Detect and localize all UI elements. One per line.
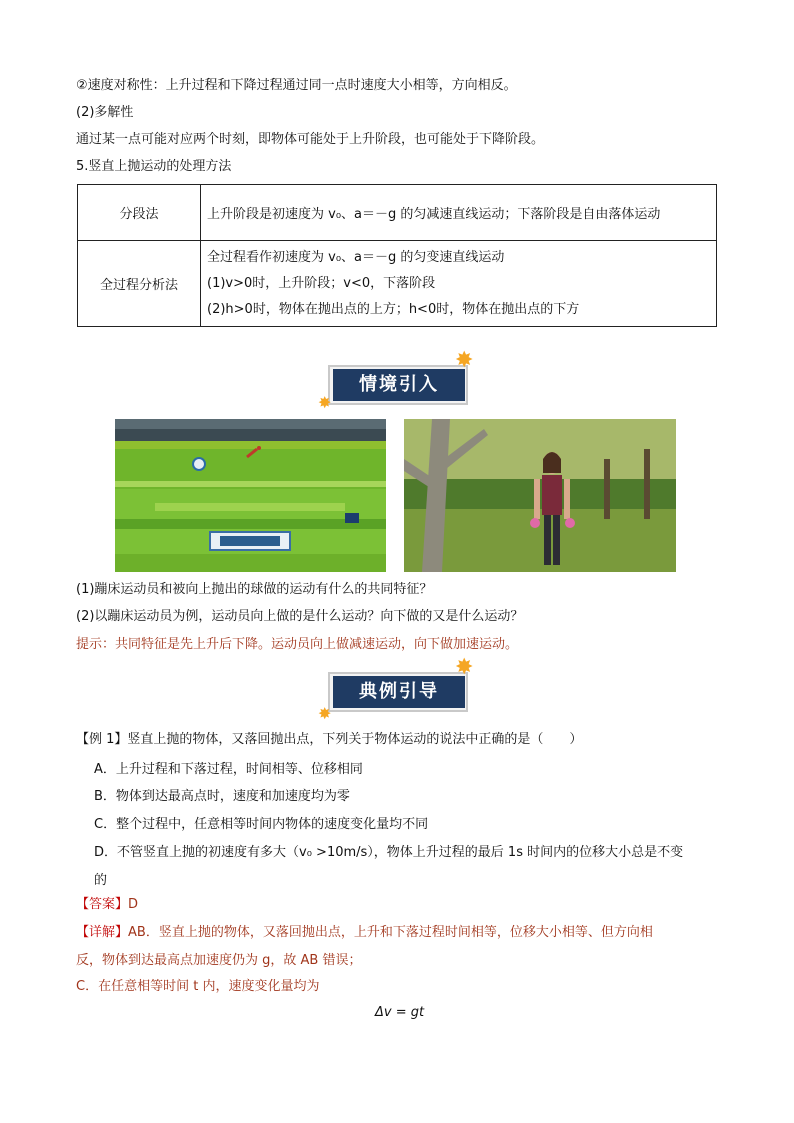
table-cell-text-multi xyxy=(201,241,717,327)
hint-line: 提示：共同特征是先上升后下降。运动员向上做减速运动，向下做加速运动。 xyxy=(76,637,519,652)
table-row xyxy=(78,185,717,241)
banner-title: 情境引入 xyxy=(333,369,465,401)
detail-text-3: C．在任意相等时间 t 内，速度变化量均为 xyxy=(76,979,320,994)
scenario-banner xyxy=(328,363,472,409)
star-icon: ✸ xyxy=(455,348,474,373)
detail-line-1 xyxy=(76,924,653,942)
table-line: 全过程看作初速度为 v₀、a＝－g 的匀变速直线运动 xyxy=(207,249,505,265)
table-cell-label: 分段法 xyxy=(78,185,201,241)
method-table xyxy=(77,184,717,327)
example-banner xyxy=(328,670,472,716)
option-d-continued: 的 xyxy=(94,873,108,888)
answer-line xyxy=(76,896,138,914)
table-cell-label: 全过程分析法 xyxy=(78,241,201,327)
table-cell-text: 上升阶段是初速度为 v₀、a＝－g 的匀减速直线运动；下落阶段是自由落体运动 xyxy=(201,185,717,241)
detail-line-2: 反，物体到达最高点加速度仍为 g，故 AB 错误； xyxy=(76,953,362,968)
juggler-illustration xyxy=(404,419,676,572)
star-icon: ✸ xyxy=(455,655,474,680)
star-icon: ✸ xyxy=(318,393,332,412)
juggler-photo xyxy=(404,419,676,572)
answer-label: 【答案】 xyxy=(76,897,129,912)
banner-title: 典例引导 xyxy=(333,676,465,708)
formula: Δv = gt xyxy=(375,1005,425,1020)
trampoline-illustration xyxy=(115,419,386,572)
option-b: B．物体到达最高点时，速度和加速度均为零 xyxy=(94,789,350,804)
multi-solution-title: (2)多解性 xyxy=(76,105,134,120)
table-line: (2)h>0时，物体在抛出点的上方；h<0时，物体在抛出点的下方 xyxy=(207,301,580,317)
detail-text-1: AB．竖直上抛的物体，又落回抛出点，上升和下落过程时间相等，位移大小相等、但方向相 xyxy=(128,925,653,940)
velocity-symmetry-line: ②速度对称性：上升过程和下降过程通过同一点时速度大小相等，方向相反。 xyxy=(76,78,517,93)
method-section-title: 5.竖直上抛运动的处理方法 xyxy=(76,159,232,174)
option-d: D．不管竖直上抛的初速度有多大（v₀ >10m/s），物体上升过程的最后 1s 时间内的位移大小总是不变 xyxy=(94,845,684,860)
trampoline-photo xyxy=(115,419,386,572)
option-c: C．整个过程中，任意相等时间内物体的速度变化量均不同 xyxy=(94,817,429,832)
multi-solution-text: 通过某一点可能对应两个时刻，即物体可能处于上升阶段，也可能处于下降阶段。 xyxy=(76,132,545,147)
question-1: (1)蹦床运动员和被向上抛出的球做的运动有什么的共同特征？ xyxy=(76,582,433,597)
example-stem: 【例 1】竖直上抛的物体，又落回抛出点，下列关于物体运动的说法中正确的是（ ） xyxy=(76,732,583,747)
question-2: (2)以蹦床运动员为例，运动员向上做的是什么运动？向下做的又是什么运动？ xyxy=(76,609,524,624)
table-row xyxy=(78,241,717,327)
star-icon: ✸ xyxy=(318,704,332,723)
detail-line-3 xyxy=(76,978,319,996)
detail-label: 【详解】 xyxy=(76,925,129,940)
answer-value: D xyxy=(128,897,139,912)
option-a: A．上升过程和下落过程，时间相等、位移相同 xyxy=(94,762,363,777)
table-line: (1)v>0时，上升阶段；v<0，下落阶段 xyxy=(207,275,436,291)
